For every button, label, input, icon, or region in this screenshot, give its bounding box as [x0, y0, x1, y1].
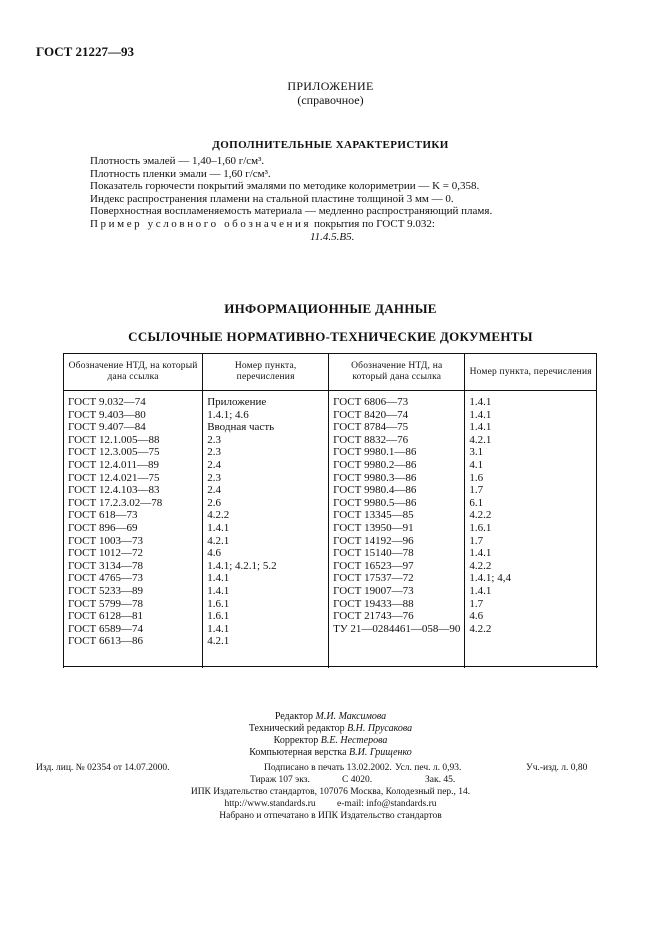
table-cell: ГОСТ 13345—85	[333, 509, 414, 522]
appendix-subtitle: (справочное)	[297, 93, 364, 107]
table-cell: 1.4.1; 4.2.1; 5.2	[207, 559, 277, 572]
table-cell: ГОСТ 13950—91	[333, 521, 414, 534]
left-items-column	[203, 391, 329, 669]
table-cell: 1.4.1; 4,4	[469, 572, 511, 585]
circulation: Тираж 107 экз.	[250, 775, 310, 785]
table-cell: 1.4.1	[469, 584, 492, 597]
table-cell: 4.2.2	[469, 559, 492, 572]
table-cell: ГОСТ 14192—96	[333, 534, 414, 547]
table-cell: 2.3	[207, 433, 221, 446]
table-cell: 3.1	[469, 446, 484, 459]
table-cell: 2.3	[207, 471, 221, 484]
references-table	[63, 353, 597, 668]
table-cell: 1.4.1; 4.6	[207, 408, 249, 421]
table-cell: ГОСТ 6613—86	[68, 635, 143, 648]
characteristic-line: Показатель горючести покрытий эмалями по методике колориметрии — K = 0,358.	[90, 180, 480, 193]
table-cell: 4.1	[469, 458, 484, 471]
table-cell: 1.7	[469, 534, 484, 547]
table-cell: 1.6	[469, 471, 484, 484]
table-cell: ТУ 21—0284461—058—90	[333, 622, 461, 635]
table-cell: 4.2.1	[207, 534, 230, 547]
table-cell: 1.4.1	[469, 547, 492, 560]
license-info: Изд. лиц. № 02354 от 14.07.2000.	[36, 763, 170, 773]
characteristic-line: Плотность пленки эмали — 1,60 г/см³.	[90, 167, 271, 180]
table-cell: ГОСТ 12.4.021—75	[68, 471, 160, 484]
table-cell: ГОСТ 5233—89	[68, 584, 143, 597]
signed-date: Подписано в печать 13.02.2002.	[264, 763, 392, 773]
header-item-left: Номер пункта, перечисления	[203, 354, 329, 391]
table-cell: 2.4	[207, 484, 221, 497]
right-items-column	[465, 391, 597, 669]
publisher-address: ИПК Издательство стандартов, 107076 Москва, Колодезный пер., 14.	[190, 787, 471, 797]
info-title: ИНФОРМАЦИОННЫЕ ДАННЫЕ	[224, 301, 437, 316]
table-cell: 1.7	[469, 484, 484, 497]
table-cell: ГОСТ 17537—72	[333, 572, 414, 585]
table-cell: ГОСТ 8784—75	[333, 421, 409, 434]
table-cell: 1.4.1	[469, 408, 492, 421]
header-item-right: Номер пункта, перечисления	[465, 354, 597, 391]
table-cell: 4.6	[469, 610, 484, 623]
table-cell: ГОСТ 8420—74	[333, 408, 409, 421]
table-cell: 2.6	[207, 496, 221, 509]
header-doc-right: Обозначение НТД, на который дана ссылка	[329, 354, 465, 391]
table-cell: ГОСТ 4765—73	[68, 572, 143, 585]
example-line	[90, 218, 492, 231]
table-cell: ГОСТ 12.1.005—88	[68, 433, 160, 446]
table-cell: 2.4	[207, 458, 221, 471]
table-cell: ГОСТ 15140—78	[333, 547, 414, 560]
table-cell: 1.4.1	[207, 622, 230, 635]
table-cell: ГОСТ 9980.1—86	[333, 446, 417, 459]
contacts-line	[0, 798, 661, 810]
table-cell: 1.7	[469, 597, 484, 610]
order-c: С 4020.	[342, 775, 373, 785]
table-cell: ГОСТ 19433—88	[333, 597, 414, 610]
table-cell: 4.2.2	[207, 509, 230, 522]
table-cell: 4.2.2	[469, 622, 492, 635]
example-label: Пример условного обозначения	[90, 217, 312, 230]
characteristic-line: Поверхностная воспламеняемость материала — медленно распространяющий пламя.	[90, 205, 493, 218]
table-cell: ГОСТ 9980.2—86	[333, 458, 417, 471]
credit-layout: Компьютерная верстка В.И. Грищенко	[249, 747, 412, 758]
credit-corrector: Корректор В.Е. Нестерова	[273, 735, 388, 746]
characteristics-list	[90, 155, 492, 243]
table-cell: 2.3	[207, 446, 221, 459]
table-bottom-rule	[63, 666, 598, 667]
printed-sheets: Усл. печ. л. 0,93.	[395, 763, 462, 773]
table-cell: ГОСТ 17.2.3.02—78	[68, 496, 163, 509]
characteristic-line: Индекс распространения пламени на стальной пластине толщиной 3 мм — 0.	[90, 192, 454, 205]
email-link[interactable]: e-mail: info@standards.ru	[337, 799, 437, 809]
page-header: ГОСТ 21227—93	[36, 44, 135, 59]
table-cell: 1.4.1	[469, 421, 492, 434]
table-cell: ГОСТ 8832—76	[333, 433, 409, 446]
example-text: покрытия по ГОСТ 9.032:	[313, 217, 435, 230]
table-cell: 1.6.1	[469, 521, 492, 534]
table-cell: 4.6	[207, 547, 221, 560]
table-cell: 4.2.1	[469, 433, 492, 446]
table-cell: ГОСТ 12.3.005—75	[68, 446, 160, 459]
table-cell: 6.1	[469, 496, 484, 509]
table-cell: Вводная часть	[207, 421, 275, 434]
table-cell: ГОСТ 1003—73	[68, 534, 143, 547]
table-cell: ГОСТ 9.403—80	[68, 408, 146, 421]
table-cell: 4.2.2	[469, 509, 492, 522]
right-docs-column	[329, 391, 465, 669]
table-cell: ГОСТ 21743—76	[333, 610, 414, 623]
table-cell: ГОСТ 9.032—74	[68, 396, 146, 408]
header-doc-left: Обозначение НТД, на который дана ссылка	[64, 354, 203, 391]
table-cell: 1.4.1	[207, 572, 230, 585]
table-cell: ГОСТ 6589—74	[68, 622, 143, 635]
table-cell: ГОСТ 1012—72	[68, 547, 143, 560]
table-cell: 1.4.1	[207, 521, 230, 534]
table-cell: ГОСТ 19007—73	[333, 584, 414, 597]
table-cell: ГОСТ 896—69	[68, 521, 138, 534]
printed-note: Набрано и отпечатано в ИПК Издательство стандартов	[219, 811, 442, 821]
table-cell: 1.4.1	[207, 584, 230, 597]
table-cell: ГОСТ 16523—97	[333, 559, 414, 572]
table-cell: ГОСТ 6806—73	[333, 396, 409, 408]
appendix-title: ПРИЛОЖЕНИЕ	[287, 79, 374, 93]
table-cell: 4.2.1	[207, 635, 230, 648]
table-cell: Приложение	[207, 396, 267, 408]
table-cell: ГОСТ 12.4.103—83	[68, 484, 160, 497]
table-cell: 1.4.1	[469, 396, 492, 408]
publisher-sheets: Уч.-изд. л. 0,80	[526, 763, 588, 773]
table-cell: ГОСТ 9980.5—86	[333, 496, 417, 509]
credit-editor: Редактор М.И. Максимова	[274, 711, 387, 722]
left-docs-column	[64, 391, 203, 669]
table-cell: ГОСТ 9980.4—86	[333, 484, 417, 497]
credits	[0, 711, 661, 759]
characteristics-title: ДОПОЛНИТЕЛЬНЫЕ ХАРАКТЕРИСТИКИ	[212, 139, 449, 151]
example-code: 11.4.5.B5.	[310, 230, 355, 243]
refs-title: ССЫЛОЧНЫЕ НОРМАТИВНО-ТЕХНИЧЕСКИЕ ДОКУМЕНТЫ	[128, 329, 533, 344]
credit-tech-editor: Технический редактор В.Н. Прусакова	[248, 723, 413, 734]
table-cell: 1.6.1	[207, 610, 230, 623]
table-cell: ГОСТ 9980.3—86	[333, 471, 417, 484]
website-link[interactable]: http://www.standards.ru	[224, 799, 316, 809]
table-cell: 1.6.1	[207, 597, 230, 610]
table-cell: ГОСТ 6128—81	[68, 610, 143, 623]
table-cell: ГОСТ 618—73	[68, 509, 138, 522]
order-number: Зак. 45.	[425, 775, 456, 785]
table-cell: ГОСТ 9.407—84	[68, 421, 146, 434]
table-cell: ГОСТ 12.4.011—89	[68, 458, 160, 471]
footer	[0, 786, 661, 822]
table-cell: ГОСТ 3134—78	[68, 559, 143, 572]
characteristic-line: Плотность эмалей — 1,40–1,60 г/см³.	[90, 155, 265, 167]
table-cell: ГОСТ 5799—78	[68, 597, 143, 610]
